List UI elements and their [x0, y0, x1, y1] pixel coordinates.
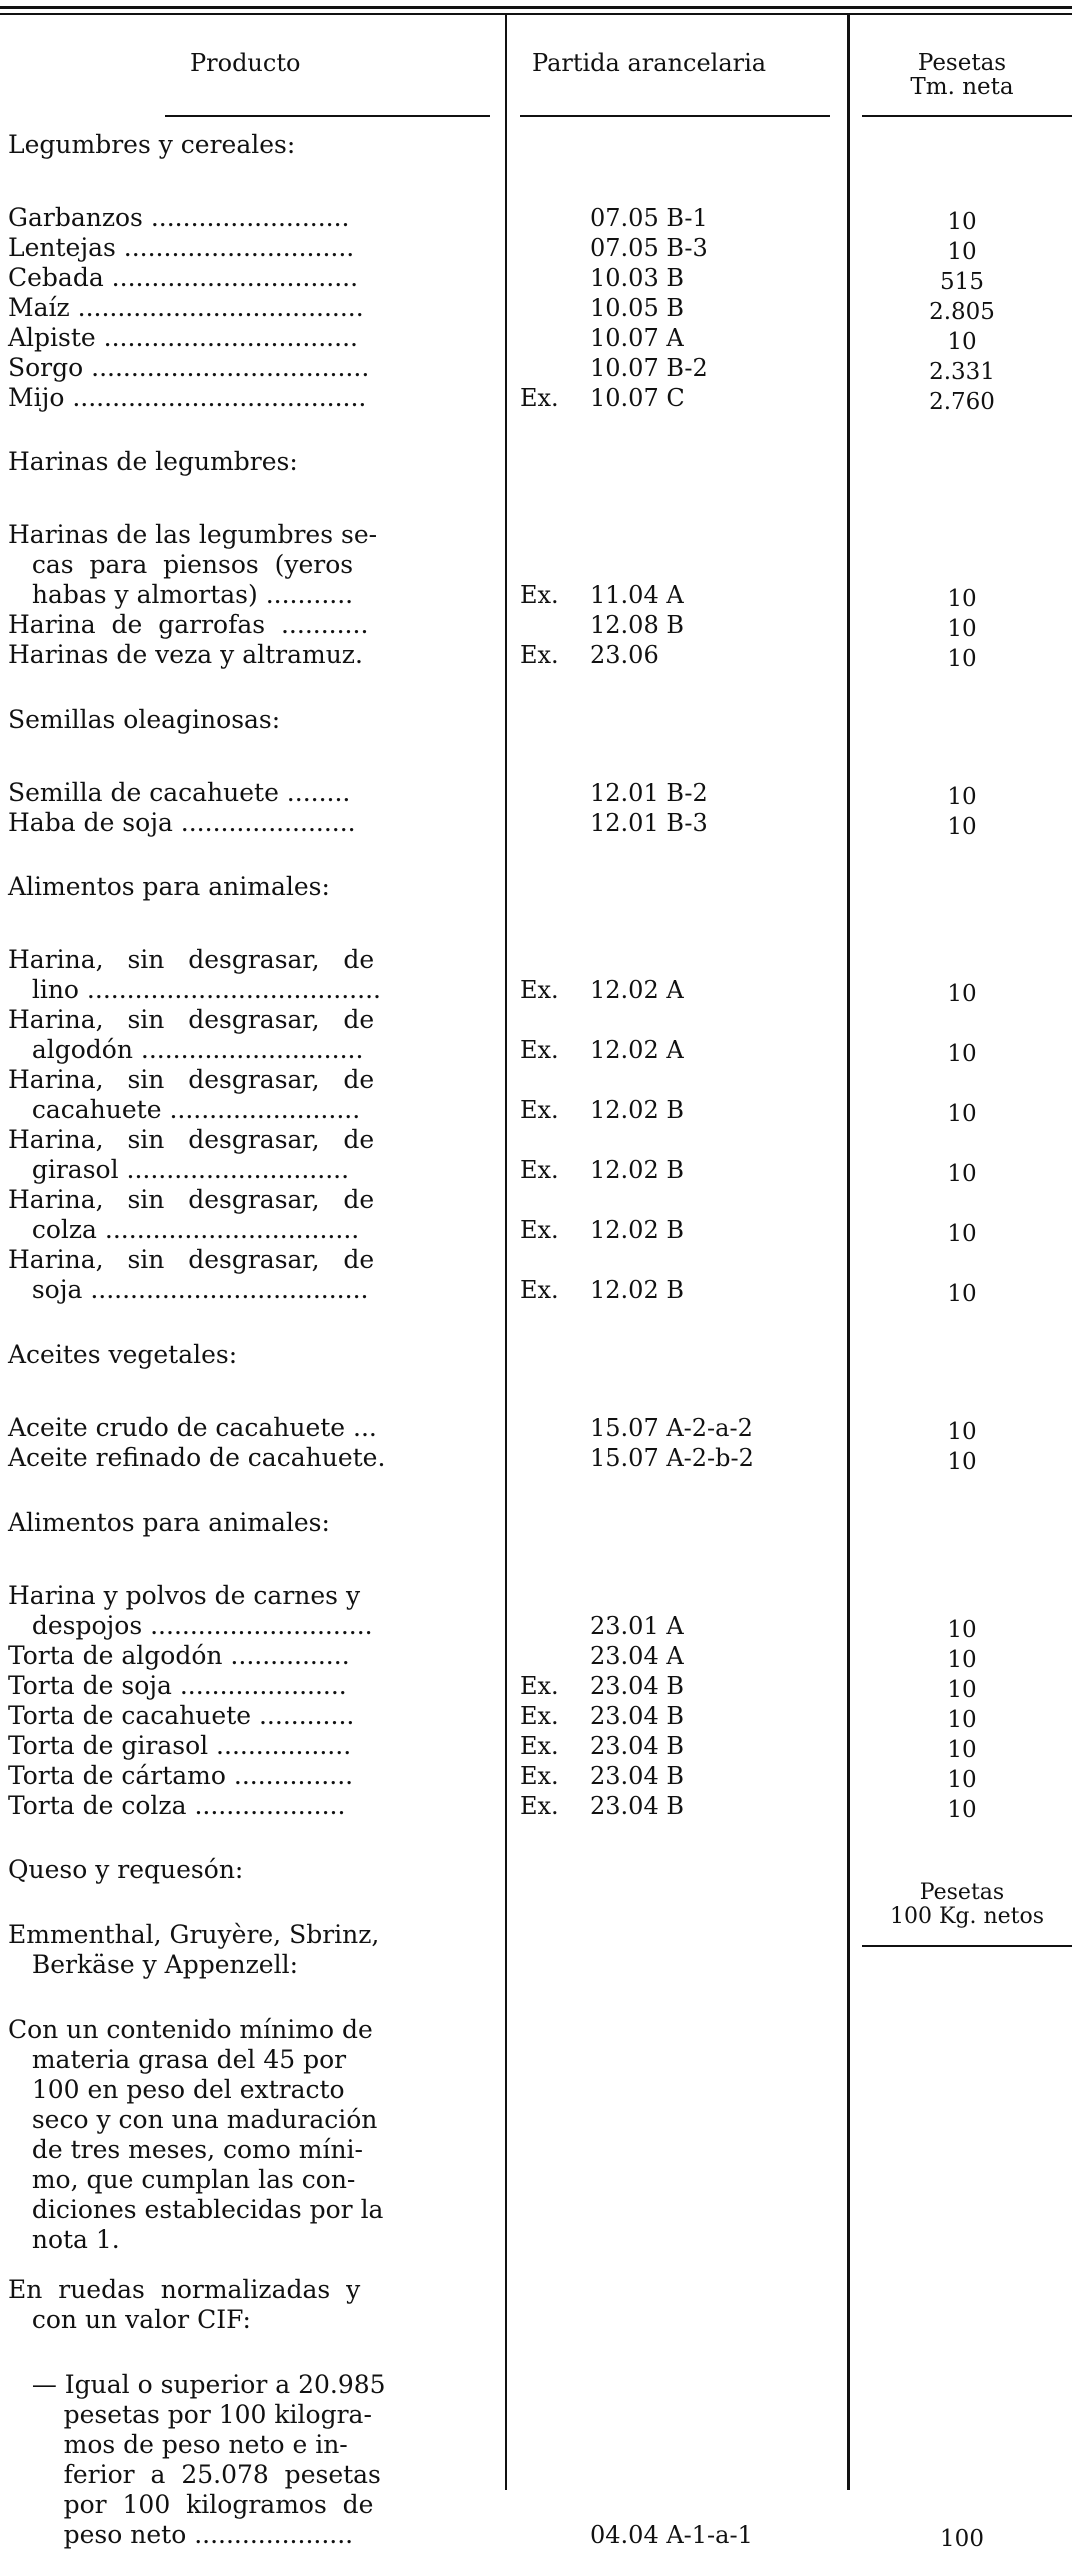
pesetas-value: 10	[947, 1767, 977, 1793]
pesetas-value: 10	[947, 1221, 977, 1247]
tariff-code: 23.04 B	[590, 1702, 684, 1730]
product-name-line: cas para piensos (yeros	[8, 550, 354, 579]
product-name-line: Cebada ...............................	[8, 263, 359, 292]
product-name-line: habas y almortas) ...........	[8, 580, 354, 609]
tariff-code: 12.08 B	[590, 611, 684, 639]
tariff-code: 12.02 B	[590, 1216, 684, 1244]
product-name-line: Haba de soja ......................	[8, 808, 356, 837]
pesetas-value: 515	[940, 269, 984, 295]
tariff-code: 12.02 B	[590, 1276, 684, 1304]
tariff-code: 23.04 B	[590, 1672, 684, 1700]
tariff-code: 07.05 B-3	[590, 234, 708, 262]
pesetas-value: 10	[947, 1161, 977, 1187]
ex-marker: Ex.	[520, 581, 559, 609]
tariff-code: 23.04 B	[590, 1792, 684, 1820]
product-name-line: Sorgo ...................................	[8, 353, 370, 382]
top-rule-inner	[0, 13, 1072, 15]
pesetas-value: 10	[947, 209, 977, 235]
pesetas-value: 10	[947, 1419, 977, 1445]
product-name-line: 100 en peso del extracto	[8, 2075, 345, 2104]
header-underline-producto	[165, 115, 490, 117]
tariff-code: 10.07 B-2	[590, 354, 708, 382]
ex-marker: Ex.	[520, 1702, 559, 1730]
header-underline-partida	[520, 115, 830, 117]
product-name-line: Harina de garrofas ...........	[8, 610, 369, 639]
product-name-line: Torta de soja .....................	[8, 1671, 347, 1700]
header-pesetas-line1: Pesetas	[917, 50, 1007, 76]
pesetas-value: 2.331	[929, 359, 995, 385]
tariff-code: 23.04 B	[590, 1732, 684, 1760]
pesetas-value: 10	[947, 239, 977, 265]
tariff-code: 12.02 B	[590, 1156, 684, 1184]
product-name-line: En ruedas normalizadas y	[8, 2275, 361, 2304]
tariff-code: 04.04 A-1-a-1	[590, 2521, 753, 2549]
header2-underline-pesetas	[862, 1945, 1072, 1947]
product-name-line: Harina, sin desgrasar, de	[8, 1245, 375, 1274]
product-name-line: soja ...................................	[8, 1275, 369, 1304]
product-name-line: Torta de algodón ...............	[8, 1641, 350, 1670]
pesetas-value: 10	[947, 1281, 977, 1307]
pesetas-value: 10	[947, 329, 977, 355]
tariff-code: 10.07 C	[590, 384, 685, 412]
product-name-line: nota 1.	[8, 2225, 120, 2254]
product-name-line: ferior a 25.078 pesetas	[8, 2460, 381, 2489]
pesetas-value: 10	[947, 646, 977, 672]
product-name-line: Harina, sin desgrasar, de	[8, 1005, 375, 1034]
product-name-line: mos de peso neto e in-	[8, 2430, 348, 2459]
pesetas-value: 10	[947, 1707, 977, 1733]
header-pesetas-line2: Tm. neta	[910, 74, 1014, 100]
section-heading: Harinas de legumbres:	[8, 447, 298, 476]
product-name-line: Torta de girasol .................	[8, 1731, 352, 1760]
product-name-line: cacahuete ........................	[8, 1095, 361, 1124]
section-heading: Alimentos para animales:	[8, 872, 330, 901]
tariff-code: 23.01 A	[590, 1612, 684, 1640]
product-name-line: Torta de colza ...................	[8, 1791, 346, 1820]
ex-marker: Ex.	[520, 384, 559, 412]
product-name-line: Alpiste ................................	[8, 323, 358, 352]
product-name-line: Garbanzos .........................	[8, 203, 350, 232]
ex-marker: Ex.	[520, 1096, 559, 1124]
product-name-line: mo, que cumplan las con-	[8, 2165, 356, 2194]
column-divider-left	[505, 15, 507, 2490]
tariff-code: 23.04 B	[590, 1762, 684, 1790]
pesetas-value: 10	[947, 1449, 977, 1475]
ex-marker: Ex.	[520, 641, 559, 669]
ex-marker: Ex.	[520, 1672, 559, 1700]
product-name-line: Aceite crudo de cacahuete ...	[8, 1413, 377, 1442]
product-name-line: Harina, sin desgrasar, de	[8, 1065, 375, 1094]
product-name-line: diciones establecidas por la	[8, 2195, 384, 2224]
pesetas-value: 10	[947, 981, 977, 1007]
section-heading: Aceites vegetales:	[8, 1340, 238, 1369]
pesetas-value: 10	[947, 1617, 977, 1643]
pesetas-value: 10	[947, 1797, 977, 1823]
ex-marker: Ex.	[520, 1792, 559, 1820]
product-name-line: pesetas por 100 kilogra-	[8, 2400, 372, 2429]
tariff-code: 15.07 A-2-a-2	[590, 1414, 753, 1442]
product-name-line: Con un contenido mínimo de	[8, 2015, 373, 2044]
header-partida-arancelaria: Partida arancelaria	[532, 49, 767, 77]
tariff-code: 07.05 B-1	[590, 204, 708, 232]
ex-marker: Ex.	[520, 1276, 559, 1304]
ex-marker: Ex.	[520, 1762, 559, 1790]
product-name-line: peso neto ....................	[8, 2520, 354, 2549]
product-name-line: con un valor CIF:	[8, 2305, 251, 2334]
product-name-line: Maíz ....................................	[8, 293, 364, 322]
tariff-code: 23.06	[590, 641, 659, 669]
pesetas-value: 10	[947, 586, 977, 612]
pesetas-value: 10	[947, 616, 977, 642]
section-heading: Alimentos para animales:	[8, 1508, 330, 1537]
header-producto: Producto	[190, 49, 301, 77]
product-name-line: Torta de cacahuete ............	[8, 1701, 355, 1730]
pesetas-value: 10	[947, 1677, 977, 1703]
product-name-line: girasol ............................	[8, 1155, 350, 1184]
pesetas-value: 10	[947, 1737, 977, 1763]
pesetas-value: 10	[947, 1041, 977, 1067]
section-heading: Queso y requesón:	[8, 1855, 244, 1884]
tariff-code: 10.05 B	[590, 294, 684, 322]
pesetas-value: 100	[940, 2526, 984, 2552]
tariff-code: 10.07 A	[590, 324, 684, 352]
product-name-line: de tres meses, como míni-	[8, 2135, 364, 2164]
tariff-code: 12.01 B-2	[590, 779, 708, 807]
section-heading: Semillas oleaginosas:	[8, 705, 281, 734]
top-rule-outer	[0, 6, 1072, 9]
tariff-code: 12.02 A	[590, 1036, 684, 1064]
pesetas-value: 10	[947, 1647, 977, 1673]
ex-marker: Ex.	[520, 976, 559, 1004]
product-name-line: Mijo .....................................	[8, 383, 367, 412]
tariff-code: 12.02 A	[590, 976, 684, 1004]
product-name-line: Harinas de las legumbres se-	[8, 520, 378, 549]
header2-pesetas-line1: Pesetas	[919, 1880, 1005, 1905]
ex-marker: Ex.	[520, 1732, 559, 1760]
column-divider-right	[847, 15, 850, 2490]
product-name-line: algodón ............................	[8, 1035, 364, 1064]
section-heading: Legumbres y cereales:	[8, 130, 296, 159]
product-name-line: materia grasa del 45 por	[8, 2045, 347, 2074]
pesetas-value: 2.760	[929, 389, 995, 415]
product-name-line: lino .....................................	[8, 975, 381, 1004]
tariff-code: 23.04 A	[590, 1642, 684, 1670]
product-name-line: Harina y polvos de carnes y	[8, 1581, 361, 1610]
product-name-line: Harina, sin desgrasar, de	[8, 1185, 375, 1214]
product-name-line: Emmenthal, Gruyère, Sbrinz,	[8, 1920, 380, 1949]
product-name-line: Semilla de cacahuete ........	[8, 778, 351, 807]
product-name-line: — Igual o superior a 20.985	[8, 2370, 386, 2399]
ex-marker: Ex.	[520, 1156, 559, 1184]
product-name-line: Berkäse y Appenzell:	[8, 1950, 298, 1979]
product-name-line: Torta de cártamo ...............	[8, 1761, 354, 1790]
tariff-code: 12.02 B	[590, 1096, 684, 1124]
tariff-code: 11.04 A	[590, 581, 684, 609]
tariff-code: 12.01 B-3	[590, 809, 708, 837]
product-name-line: Harina, sin desgrasar, de	[8, 945, 375, 974]
tariff-code: 15.07 A-2-b-2	[590, 1444, 754, 1472]
pesetas-value: 10	[947, 814, 977, 840]
pesetas-value: 2.805	[929, 299, 995, 325]
pesetas-value: 10	[947, 1101, 977, 1127]
tariff-code: 10.03 B	[590, 264, 684, 292]
ex-marker: Ex.	[520, 1216, 559, 1244]
product-name-line: Harinas de veza y altramuz.	[8, 640, 363, 669]
product-name-line: Aceite refinado de cacahuete.	[8, 1443, 386, 1472]
product-name-line: Harina, sin desgrasar, de	[8, 1125, 375, 1154]
ex-marker: Ex.	[520, 1036, 559, 1064]
product-name-line: Lentejas .............................	[8, 233, 355, 262]
header-underline-pesetas	[862, 115, 1072, 117]
product-name-line: despojos ............................	[8, 1611, 373, 1640]
product-name-line: por 100 kilogramos de	[8, 2490, 374, 2519]
product-name-line: colza ................................	[8, 1215, 360, 1244]
pesetas-value: 10	[947, 784, 977, 810]
header2-pesetas-line2: 100 Kg. netos	[889, 1904, 1045, 1929]
product-name-line: seco y con una maduración	[8, 2105, 378, 2134]
